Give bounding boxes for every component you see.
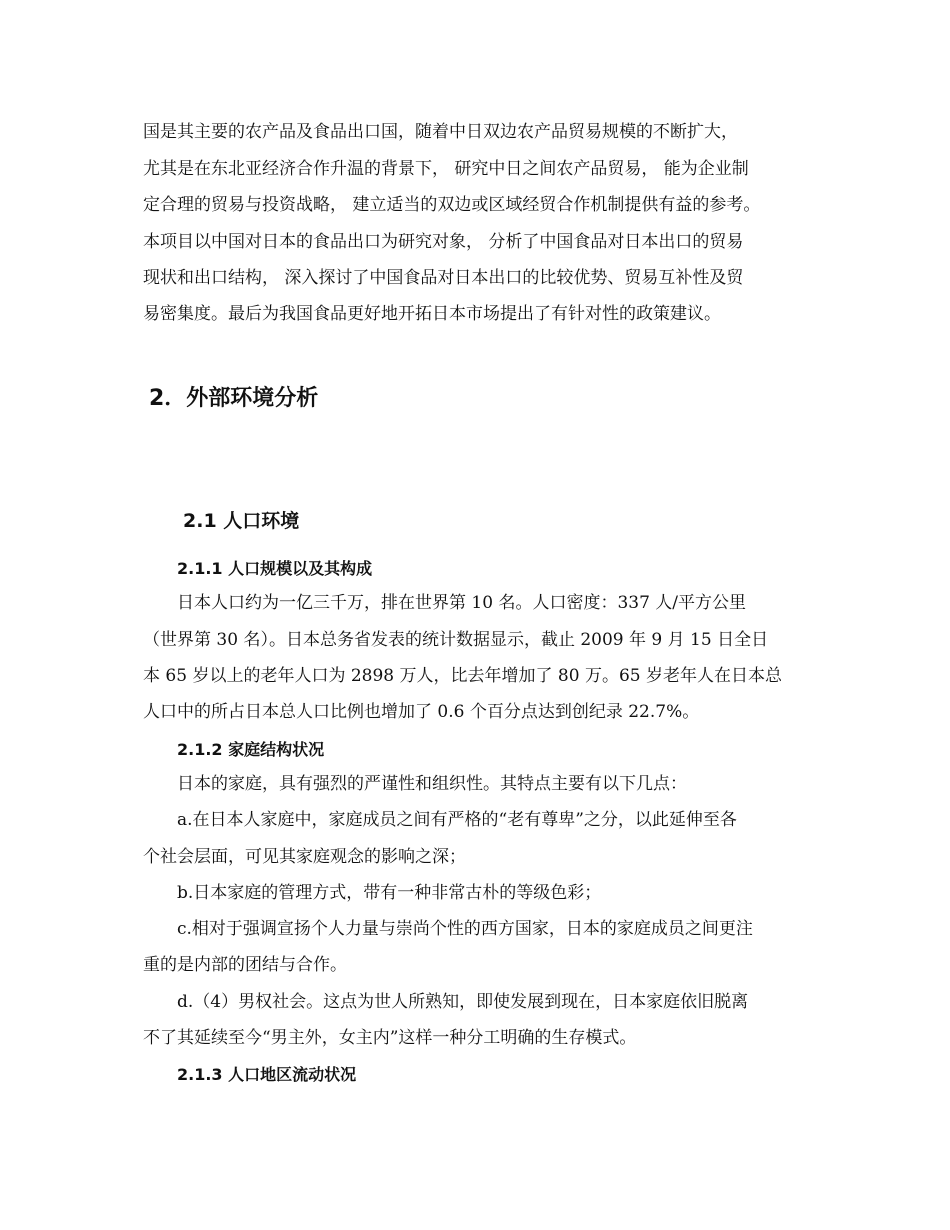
- family-point-c-line-1: c.相对于强调宣扬个人力量与崇尚个性的西方国家，日本的家庭成员之间更注: [177, 919, 753, 939]
- population-line-3: 本 65 岁以上的老年人口为 2898 万人，比去年增加了 80 万。65 岁老年人在日本总: [143, 666, 782, 686]
- family-intro-line: 日本的家庭，具有强烈的严谨性和组织性。其特点主要有以下几点：: [177, 774, 687, 794]
- family-point-d-line-2: 不了其延续至今“男主外，女主内”这样一种分工明确的生存模式。: [143, 1028, 637, 1048]
- population-line-2: （世界第 30 名）。日本总务省发表的统计数据显示，截止 2009 年 9 月 15 日全日: [143, 630, 769, 650]
- family-point-a-line-1: a.在日本人家庭中，家庭成员之间有严格的“老有尊卑”之分，以此延伸至各: [177, 810, 737, 830]
- subsubsection-heading-population-mobility: 2.1.3 人口地区流动状况: [177, 1065, 357, 1084]
- population-line-1: 日本人口约为一亿三千万，排在世界第 10 名。人口密度：337 人/平方公里: [177, 593, 747, 613]
- family-point-c-line-2: 重的是内部的团结与合作。: [143, 955, 347, 975]
- intro-line-5: 现状和出口结构， 深入探讨了中国食品对日本出口的比较优势、贸易互补性及贸: [143, 268, 744, 288]
- subsubsection-heading-population-size: 2.1.1 人口规模以及其构成: [177, 559, 373, 578]
- family-point-b-line: b.日本家庭的管理方式，带有一种非常古朴的等级色彩；: [177, 883, 602, 903]
- section-heading-external-environment: 2．外部环境分析: [149, 386, 319, 411]
- intro-line-3: 定合理的贸易与投资战略， 建立适当的双边或区域经贸合作机制提供有益的参考。: [143, 195, 761, 215]
- intro-line-6: 易密集度。最后为我国食品更好地开拓日本市场提出了有针对性的政策建议。: [143, 304, 721, 324]
- subsubsection-heading-family-structure: 2.1.2 家庭结构状况: [177, 740, 325, 759]
- family-point-a-line-2: 个社会层面，可见其家庭观念的影响之深；: [143, 847, 466, 867]
- population-line-4: 人口中的所占日本总人口比例也增加了 0.6 个百分点达到创纪录 22.7%。: [143, 702, 700, 722]
- intro-line-1: 国是其主要的农产品及食品出口国，随着中日双边农产品贸易规模的不断扩大，: [143, 122, 738, 142]
- intro-line-2: 尤其是在东北亚经济合作升温的背景下， 研究中日之间农产品贸易， 能为企业制: [143, 159, 749, 179]
- family-point-d-line-1: d.（4）男权社会。这点为世人所熟知，即使发展到现在，日本家庭依旧脱离: [177, 992, 749, 1012]
- intro-line-4: 本项目以中国对日本的食品出口为研究对象， 分析了中国食品对日本出口的贸易: [143, 232, 744, 252]
- subsection-heading-population: 2.1 人口环境: [183, 510, 300, 532]
